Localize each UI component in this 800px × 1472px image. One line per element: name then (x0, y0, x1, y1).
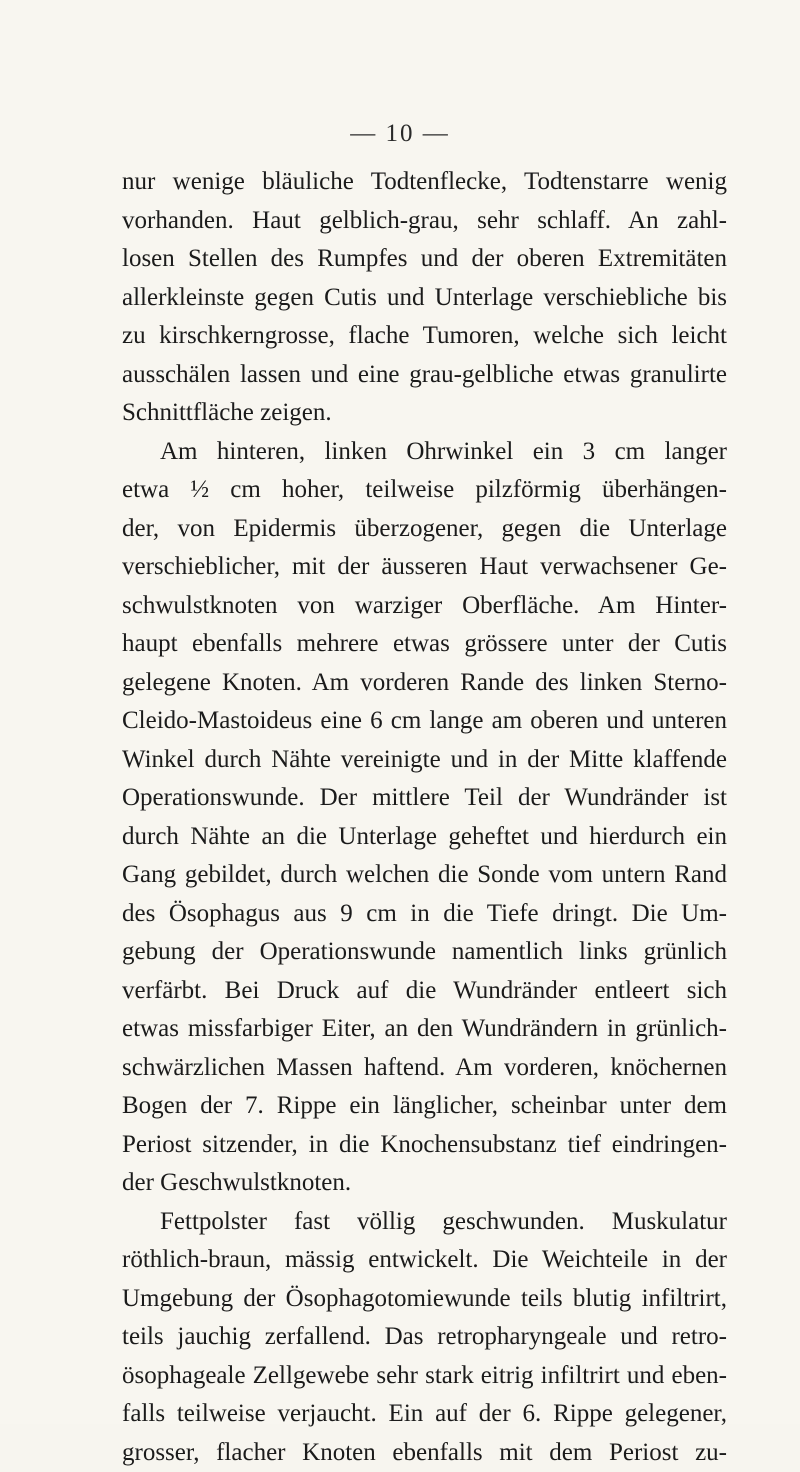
text-line: teils jauchig zerfallend. Das retropharyngeale und retro- (122, 1318, 727, 1357)
text-line: verschieblicher, mit der äusseren Haut verwachsener Ge- (122, 548, 727, 587)
text-line: schwulstknoten von warziger Oberfläche. Am Hinter- (122, 587, 727, 626)
text-line: zu kirschkerngrosse, flache Tumoren, welche sich leicht (122, 317, 727, 356)
text-line: Winkel durch Nähte vereinigte und in der Mitte klaffende (122, 741, 727, 780)
text-line: allerkleinste gegen Cutis und Unterlage verschiebliche bis (122, 279, 727, 318)
text-line: Operationswunde. Der mittlere Teil der Wundränder ist (122, 779, 727, 818)
paragraph (122, 433, 727, 1203)
text-line: vorhanden. Haut gelblich-grau, sehr schlaff. An zahl- (122, 202, 727, 241)
text-line: der Geschwulstknoten. (122, 1164, 727, 1203)
text-line: des Ösophagus aus 9 cm in die Tiefe dringt. Die Um- (122, 895, 727, 934)
text-line: falls teilweise verjaucht. Ein auf der 6. Rippe gelegener, (122, 1395, 727, 1434)
text-line: etwas missfarbiger Eiter, an den Wundrändern in grünlich- (122, 1010, 727, 1049)
text-line: grosser, flacher Knoten ebenfalls mit dem Periost zu- (122, 1434, 727, 1472)
text-line: gebung der Operationswunde namentlich links grünlich (122, 933, 727, 972)
text-line: ösophageale Zellgewebe sehr stark eitrig infiltrirt und eben- (122, 1357, 727, 1396)
body-text (122, 163, 727, 1472)
text-line: etwa ½ cm hoher, teilweise pilzförmig überhängen- (122, 471, 727, 510)
text-line: haupt ebenfalls mehrere etwas grössere unter der Cutis (122, 625, 727, 664)
page-number: — 10 — (0, 120, 800, 148)
paragraph (122, 1203, 727, 1472)
text-line: Bogen der 7. Rippe ein länglicher, scheinbar unter dem (122, 1087, 727, 1126)
text-line: Fettpolster fast völlig geschwunden. Muskulatur (122, 1203, 727, 1242)
text-line: ausschälen lassen und eine grau-gelbliche etwas granulirte (122, 356, 727, 395)
text-line: gelegene Knoten. Am vorderen Rande des linken Sterno- (122, 664, 727, 703)
text-line: Cleido-Mastoideus eine 6 cm lange am oberen und unteren (122, 702, 727, 741)
text-line: Gang gebildet, durch welchen die Sonde vom untern Rand (122, 856, 727, 895)
text-line: röthlich-braun, mässig entwickelt. Die Weichteile in der (122, 1241, 727, 1280)
text-line: der, von Epidermis überzogener, gegen die Unterlage (122, 510, 727, 549)
text-line: nur wenige bläuliche Todtenflecke, Todtenstarre wenig (122, 163, 727, 202)
text-line: losen Stellen des Rumpfes und der oberen Extremitäten (122, 240, 727, 279)
text-line: schwärzlichen Massen haftend. Am vorderen, knöchernen (122, 1049, 727, 1088)
text-line: Am hinteren, linken Ohrwinkel ein 3 cm langer (122, 433, 727, 472)
text-line: Periost sitzender, in die Knochensubstanz tief eindringen- (122, 1126, 727, 1165)
text-line: verfärbt. Bei Druck auf die Wundränder entleert sich (122, 972, 727, 1011)
text-line: Umgebung der Ösophagotomiewunde teils blutig infiltrirt, (122, 1280, 727, 1319)
text-line: Schnittfläche zeigen. (122, 394, 727, 433)
text-line: durch Nähte an die Unterlage geheftet und hierdurch ein (122, 818, 727, 857)
paragraph (122, 163, 727, 433)
